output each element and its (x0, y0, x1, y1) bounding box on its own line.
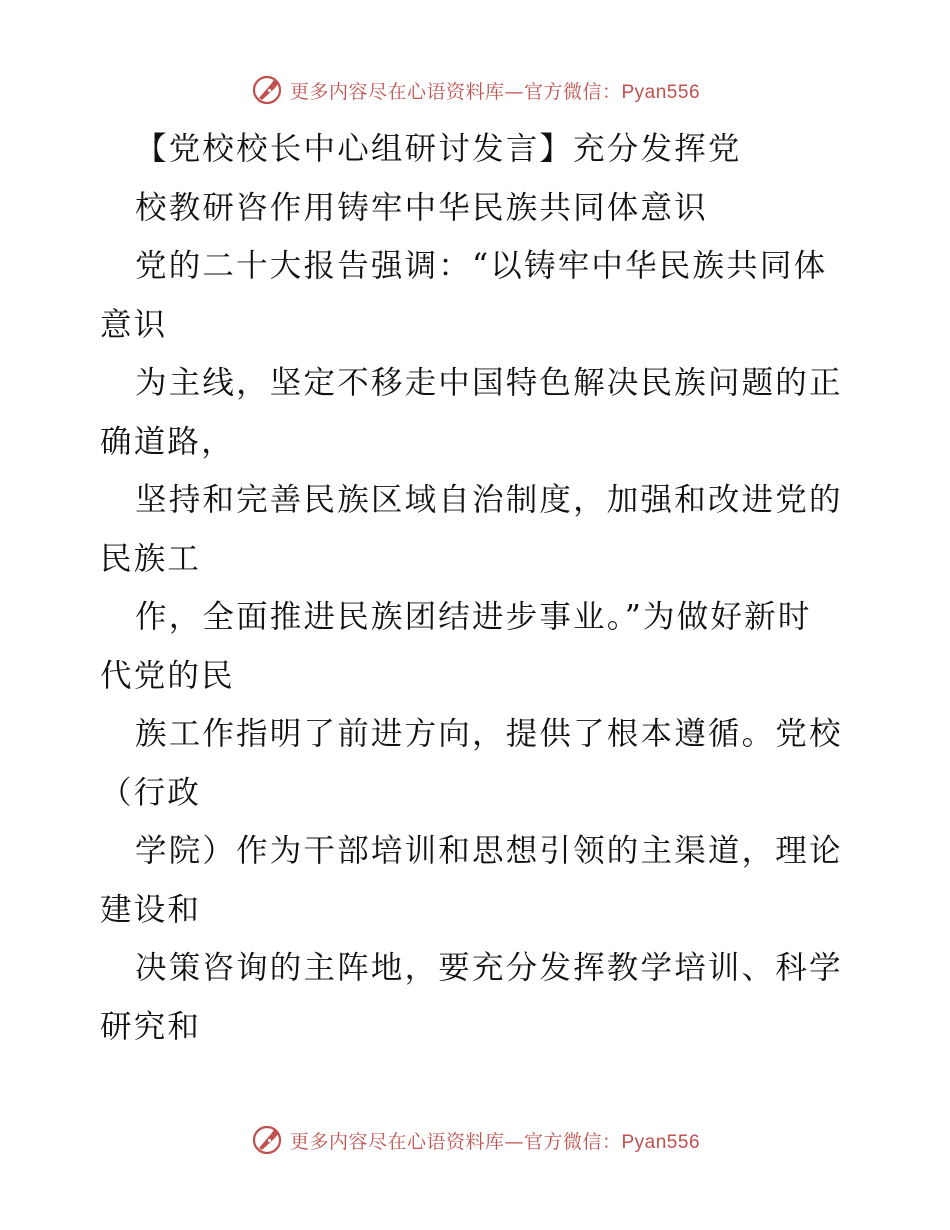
paragraph-line: 族工作指明了前进方向，提供了根本遵循。党校 (135, 716, 843, 752)
fountain-pen-nib-icon (250, 1123, 284, 1157)
paragraph-line: 作，全面推进民族团结进步事业。”为做好新时 (135, 599, 812, 635)
paragraph-line: 为主线，坚定不移走中国特色解决民族问题的正 (135, 365, 843, 401)
document-title-line-1: 【党校校长中心组研讨发言】充分发挥党 (135, 131, 742, 167)
paragraph-line: 党的二十大报告强调：“以铸牢中华民族共同体 (135, 248, 828, 284)
fountain-pen-nib-icon (250, 73, 284, 107)
watermark-brand: 更多内容尽在心语资料库 (289, 1130, 505, 1153)
paragraph-line: 决策咨询的主阵地，要充分发挥教学培训、科学 (135, 950, 843, 986)
header-watermark (0, 70, 950, 110)
paragraph-line: 建设和 (100, 891, 202, 928)
watermark-wechat-id: Pyan556 (621, 81, 701, 103)
watermark-label: 官方微信： (523, 1130, 622, 1153)
document-title-line-2: 校教研咨作用铸牢中华民族共同体意识 (135, 189, 708, 226)
watermark-text (290, 77, 700, 104)
paragraph-line: 坚持和完善民族区域自治制度，加强和改进党的 (135, 482, 843, 518)
watermark-separator: — (504, 80, 524, 103)
paragraph-line: 民族工 (100, 540, 202, 577)
paragraph-line: 学院）作为干部培训和思想引领的主渠道，理论 (135, 833, 843, 869)
watermark-wechat-id: Pyan556 (621, 1131, 701, 1153)
watermark-separator: — (504, 1130, 524, 1153)
document-body (100, 120, 860, 1056)
footer-watermark (0, 1120, 950, 1160)
watermark-label: 官方微信： (523, 80, 622, 103)
watermark-text (290, 1127, 700, 1154)
paragraph-line: 确道路， (100, 423, 235, 460)
paragraph-line: 代党的民 (100, 657, 235, 694)
paragraph-line: （行政 (100, 774, 202, 811)
paragraph-line: 研究和 (100, 1008, 202, 1045)
watermark-brand: 更多内容尽在心语资料库 (289, 80, 505, 103)
paragraph-line: 意识 (100, 306, 168, 343)
